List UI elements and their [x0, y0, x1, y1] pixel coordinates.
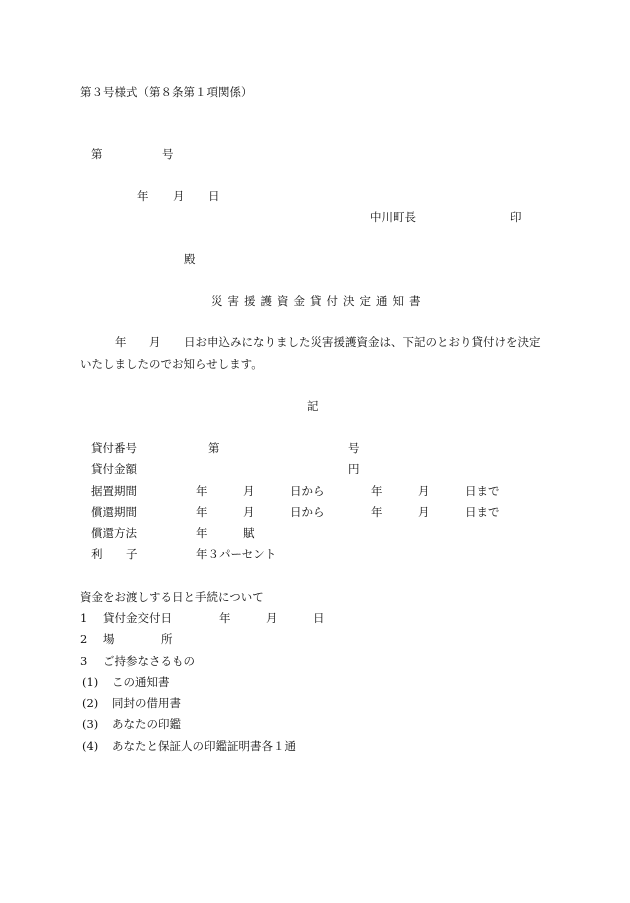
procedure-item1-label: 貸付金交付日 [103, 611, 172, 625]
procedure-item3-label: ご持参なさるもの [103, 654, 195, 668]
form-label: 第３号様式（第８条第１項関係） [80, 85, 253, 99]
date-day: 日 [208, 189, 220, 203]
procedure-heading: 資金をお渡しする日と手続について [80, 590, 264, 604]
interest-rate: 年３パーセント [196, 547, 277, 561]
repayment-month2: 月 [418, 505, 430, 519]
procedure-item1-year: 年 [219, 611, 231, 625]
deferment-label: 据置期間 [91, 484, 137, 498]
date-month: 月 [173, 189, 185, 203]
repayment-period-label: 償還期間 [91, 505, 137, 519]
body-line2: いたしましたのでお知らせします。 [80, 357, 263, 371]
repayment-method-label: 償還方法 [91, 526, 137, 540]
number-prefix: 第 [91, 147, 103, 161]
repayment-method-fu: 賦 [243, 526, 255, 540]
procedure-item2-num: 2 [80, 632, 88, 646]
repayment-year: 年 [196, 505, 208, 519]
procedure-item1-month: 月 [266, 611, 278, 625]
procedure-item1-num: 1 [80, 611, 88, 625]
loan-amount-label: 貸付金額 [91, 462, 137, 476]
subitem-2-num: (2) [82, 696, 99, 710]
subitem-1-num: (1) [82, 675, 99, 689]
loan-number-suffix: 号 [348, 441, 360, 455]
addressee-suffix: 殿 [184, 252, 196, 266]
procedure-item2-label2: 所 [161, 632, 173, 646]
document-title: 災害援護資金貸付決定通知書 [211, 294, 426, 308]
interest-label-1: 利 [91, 547, 103, 561]
procedure-item3-num: 3 [80, 654, 88, 668]
subitem-2-text: 同封の借用書 [112, 696, 181, 710]
deferment-month: 月 [243, 484, 255, 498]
subitem-4-num: (4) [82, 739, 99, 753]
deferment-year: 年 [196, 484, 208, 498]
subitem-3-text: あなたの印鑑 [112, 717, 181, 731]
interest-label-2: 子 [126, 547, 138, 561]
deferment-year2: 年 [371, 484, 383, 498]
issuer-name: 中川町長 [370, 210, 416, 224]
subitem-1-text: この通知書 [112, 675, 170, 689]
repayment-method-year: 年 [196, 526, 208, 540]
procedure-item2-label1: 場 [103, 632, 115, 646]
deferment-month2: 月 [418, 484, 430, 498]
loan-number-prefix: 第 [208, 441, 220, 455]
subitem-3-num: (3) [82, 717, 99, 731]
body-line1: 日お申込みになりました災害援護資金は、下記のとおり貸付けを決定 [184, 335, 541, 349]
subitem-4-text: あなたと保証人の印鑑証明書各１通 [112, 739, 296, 753]
body-month: 月 [149, 335, 161, 349]
repayment-year2: 年 [371, 505, 383, 519]
loan-number-label: 貸付番号 [91, 441, 137, 455]
ki-mark: 記 [307, 399, 319, 413]
body-year: 年 [115, 335, 127, 349]
repayment-from: 日から [290, 505, 325, 519]
procedure-item1-day: 日 [313, 611, 325, 625]
loan-amount-unit: 円 [348, 462, 360, 476]
repayment-until: 日まで [465, 505, 500, 519]
deferment-from: 日から [290, 484, 325, 498]
date-year: 年 [137, 189, 149, 203]
deferment-until: 日まで [465, 484, 500, 498]
issuer-seal: 印 [510, 210, 522, 224]
number-suffix: 号 [162, 147, 174, 161]
repayment-month: 月 [243, 505, 255, 519]
